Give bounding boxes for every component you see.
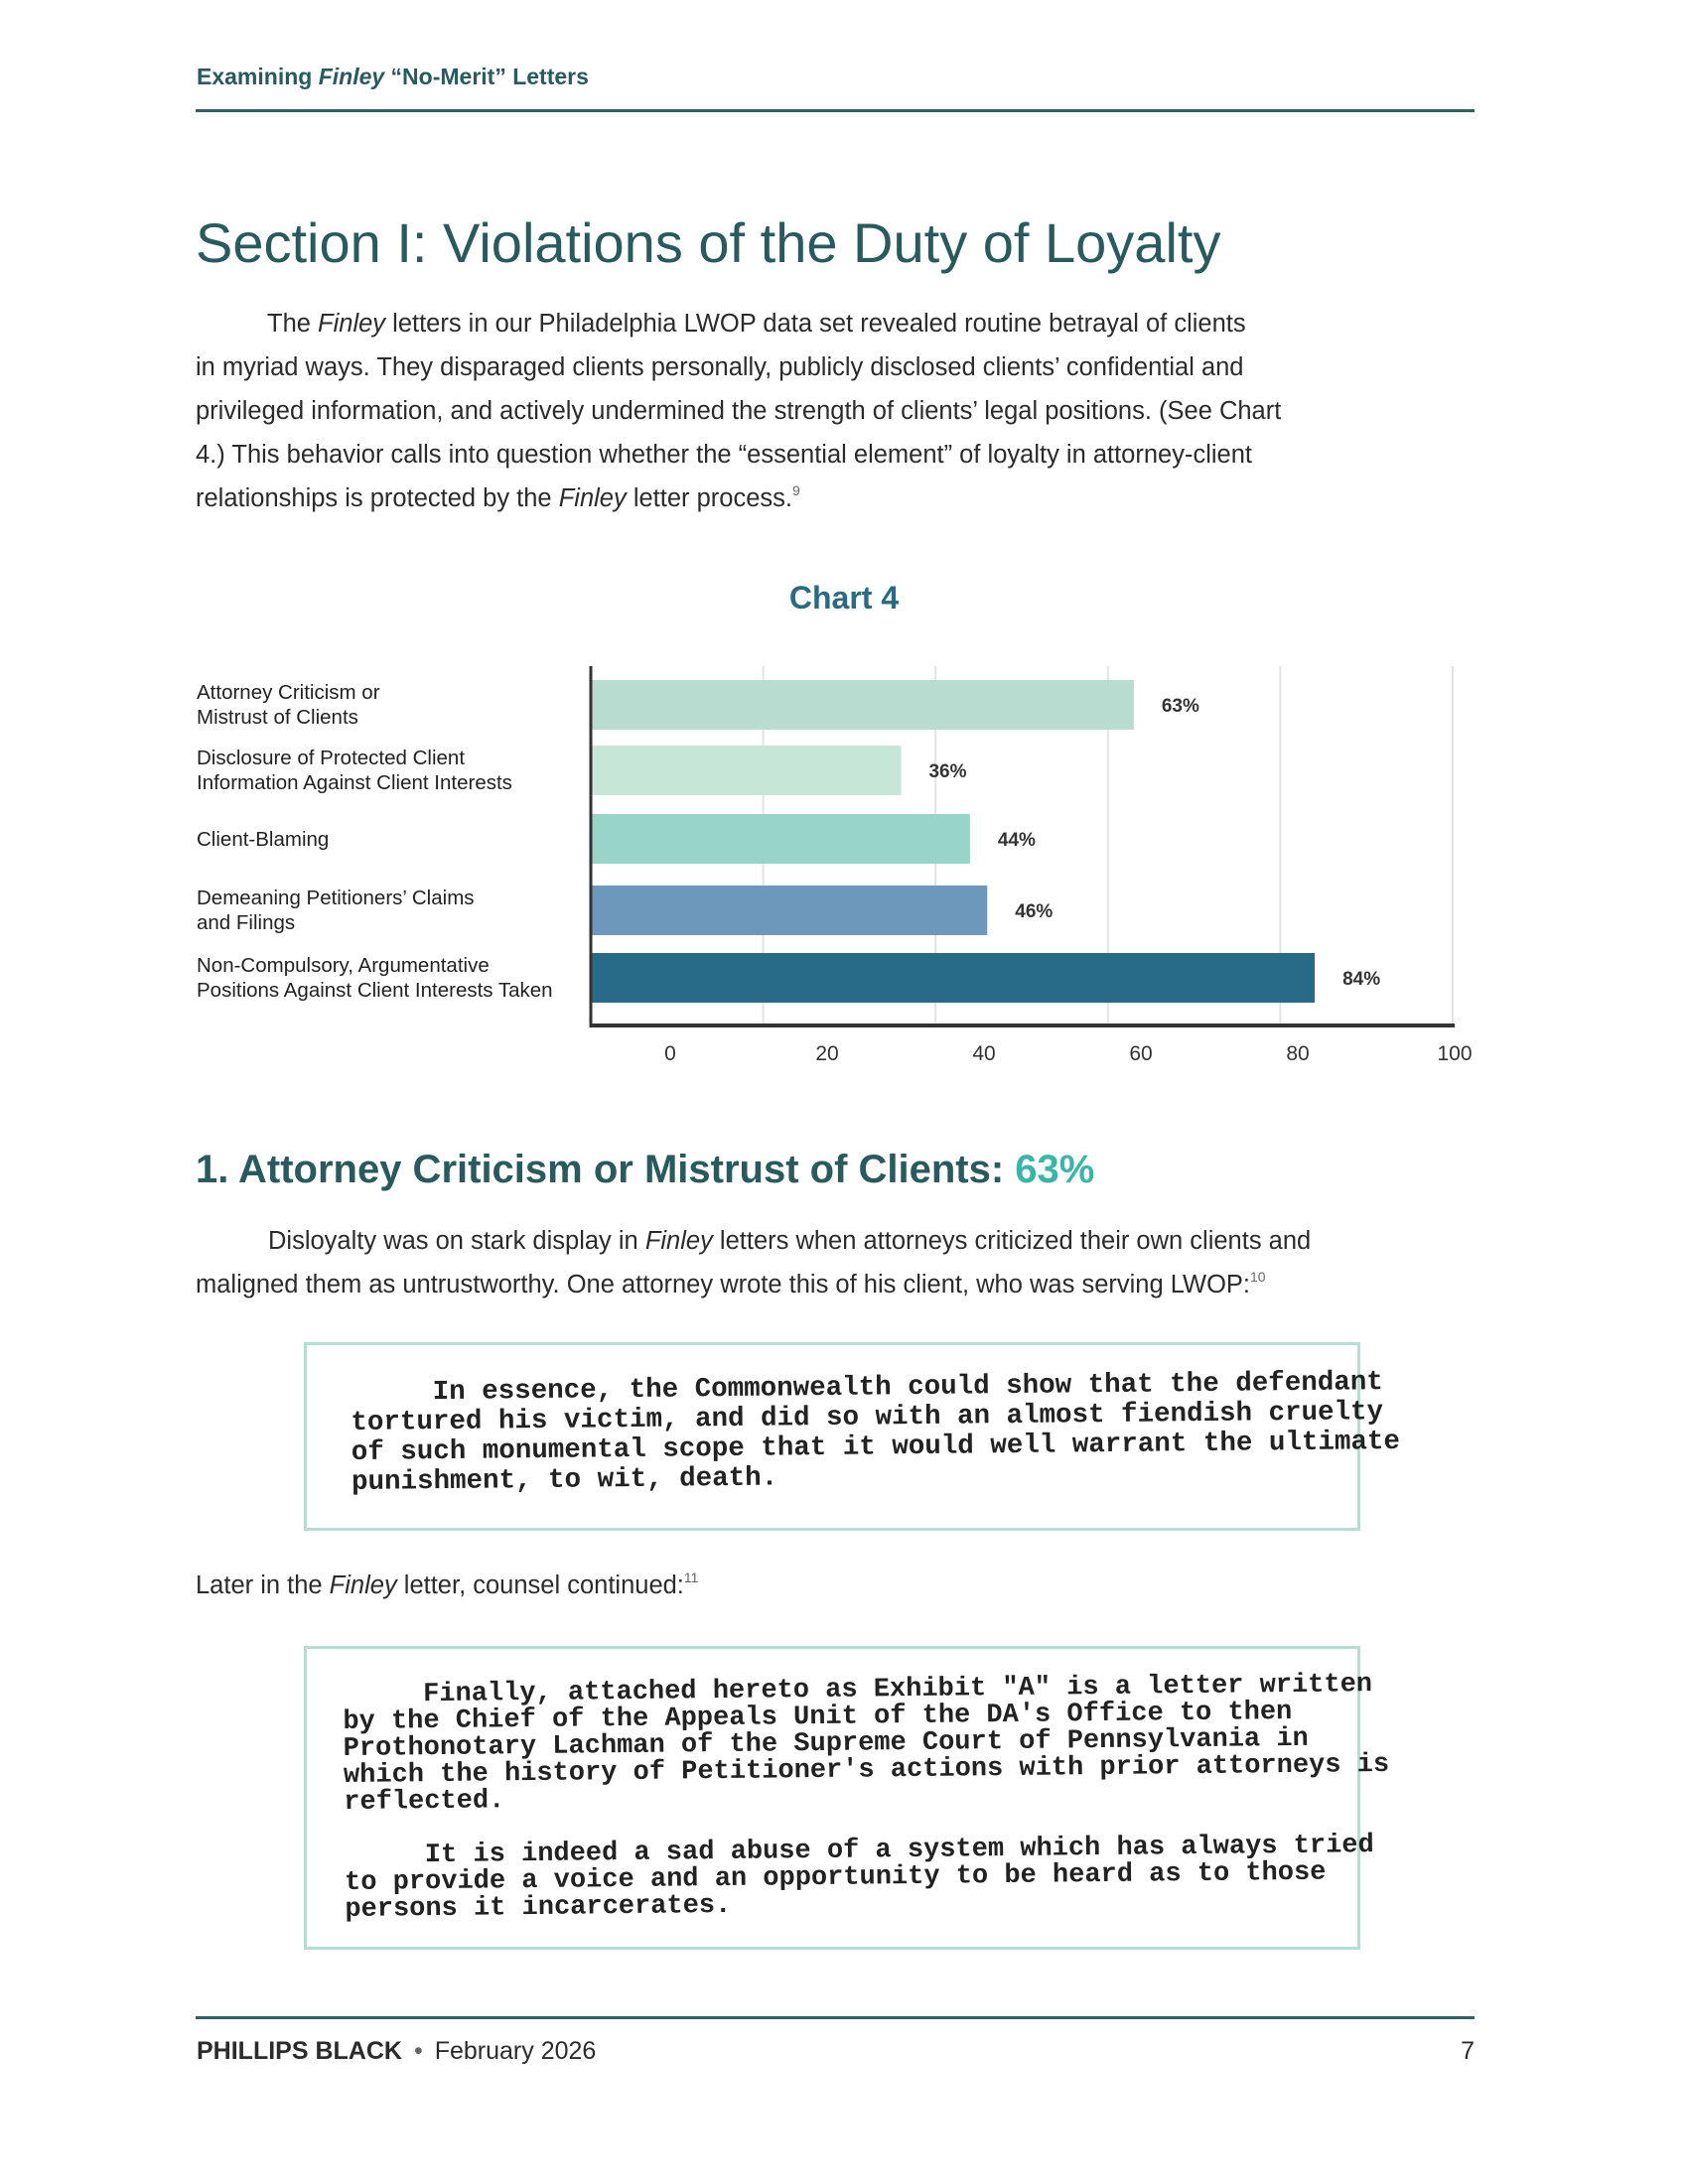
category-label-line: Disclosure of Protected Client	[197, 747, 466, 769]
bar	[591, 746, 901, 795]
category-label-line: Client-Blaming	[197, 827, 330, 851]
quote-box-1	[304, 1342, 1401, 1531]
text-segment: letters in our Philadelphia LWOP data set revealed routine betrayal of clients	[385, 310, 1246, 338]
text-line	[196, 1571, 698, 1600]
category-label-line: Mistrust of Clients	[197, 706, 358, 729]
x-tick-label: 20	[815, 1042, 839, 1065]
x-tick-label: 40	[972, 1042, 996, 1065]
text-segment: Finley	[318, 310, 386, 338]
text-segment: maligned them as untrustworthy. One attorney wrote this of his client, who was serving LWOP:	[196, 1271, 1251, 1298]
category-label-line: Non-Compulsory, Argumentative	[197, 954, 490, 977]
quote-1-text: In essence, the Commonwealth could show that the defendant tortured his victim, and did so with an almost fiendish cruelty of such monumental scope that it would well warrant the ultimate punishment, to wit, death.	[350, 1367, 1401, 1498]
category-label-line: and Filings	[197, 911, 296, 934]
text-segment: 4.) This behavior calls into question whether the “essential element” of loyalty in attorney-client	[196, 441, 1252, 469]
x-tick-label: 0	[664, 1042, 676, 1065]
text-segment: letters when attorneys criticized their own clients and	[712, 1227, 1312, 1255]
footer-org: PHILLIPS BLACK	[197, 2037, 402, 2065]
x-tick-label: 80	[1286, 1042, 1310, 1065]
subsection-title: 1. Attorney Criticism or Mistrust of Clients:	[196, 1148, 1016, 1191]
text-line	[268, 1227, 1311, 1256]
subsection-heading	[196, 1148, 1094, 1192]
text-segment: letter, counsel continued:	[396, 1571, 684, 1599]
header-text-end: “No-Merit” Letters	[384, 64, 589, 89]
bar-value-label: 46%	[1015, 901, 1054, 922]
subsection-percent: 63%	[1015, 1148, 1095, 1191]
footnote-ref: 11	[683, 1570, 699, 1585]
footer-date: February 2026	[434, 2037, 597, 2065]
text-segment: Finley	[644, 1227, 713, 1255]
text-segment: relationships is protected by the	[196, 484, 559, 512]
header-italic: Finley	[318, 64, 385, 89]
bar	[591, 886, 987, 935]
footnote-ref: 10	[1250, 1269, 1266, 1285]
footer-left	[197, 2037, 596, 2066]
footer-rule	[196, 2016, 1475, 2019]
x-tick-label: 60	[1129, 1042, 1153, 1065]
bar-value-label: 84%	[1342, 969, 1381, 990]
bar-value-label: 63%	[1161, 696, 1199, 717]
text-segment: The	[267, 310, 319, 338]
x-tick-label: 100	[1437, 1042, 1473, 1065]
category-label-line: Attorney Criticism or	[197, 681, 380, 704]
text-line	[196, 1271, 1266, 1299]
quote-2-text: Finally, attached hereto as Exhibit "A" is a letter written by the Chief of the Appeals Unit of the DA's Office to then Prothonotary Lachman of the Supreme Court of Pennsylvania in which the history of Petitioner's actions with prior attorneys is reflected. It is indeed a sad abuse of a system which has always tried to provide a voice and an opportunity to be heard as to those persons it incarcerates.	[342, 1670, 1390, 1925]
page-number: 7	[1461, 2037, 1475, 2065]
quote-box-2	[304, 1646, 1390, 1950]
footer-bullet: •	[413, 2037, 423, 2065]
text-segment: letter process.	[626, 484, 792, 512]
bar-value-label: 36%	[928, 761, 967, 782]
category-label-line: Demeaning Petitioners’ Claims	[197, 887, 475, 909]
section-title: Section I: Violations of the Duty of Loyalty	[196, 211, 1221, 274]
text-segment: Later in the	[196, 1571, 330, 1599]
bar-value-label: 44%	[997, 830, 1036, 851]
bar	[591, 953, 1315, 1003]
bar	[591, 680, 1134, 730]
bar	[591, 814, 970, 864]
text-segment: Disloyalty was on stark display in	[268, 1227, 645, 1255]
header-text: Examining	[197, 64, 319, 89]
text-segment: Finley	[558, 484, 627, 512]
category-label-line: Positions Against Client Interests Taken	[197, 979, 553, 1002]
text-segment: privileged information, and actively undermined the strength of clients’ legal positions. (See Chart	[196, 397, 1282, 425]
text-segment: in myriad ways. They disparaged clients personally, publicly disclosed clients’ confidential and	[196, 353, 1244, 381]
chart-title: Chart 4	[788, 580, 900, 615]
footnote-ref: 9	[791, 482, 800, 498]
text-segment: Finley	[329, 1571, 397, 1599]
category-label-line: Information Against Client Interests	[197, 771, 512, 794]
